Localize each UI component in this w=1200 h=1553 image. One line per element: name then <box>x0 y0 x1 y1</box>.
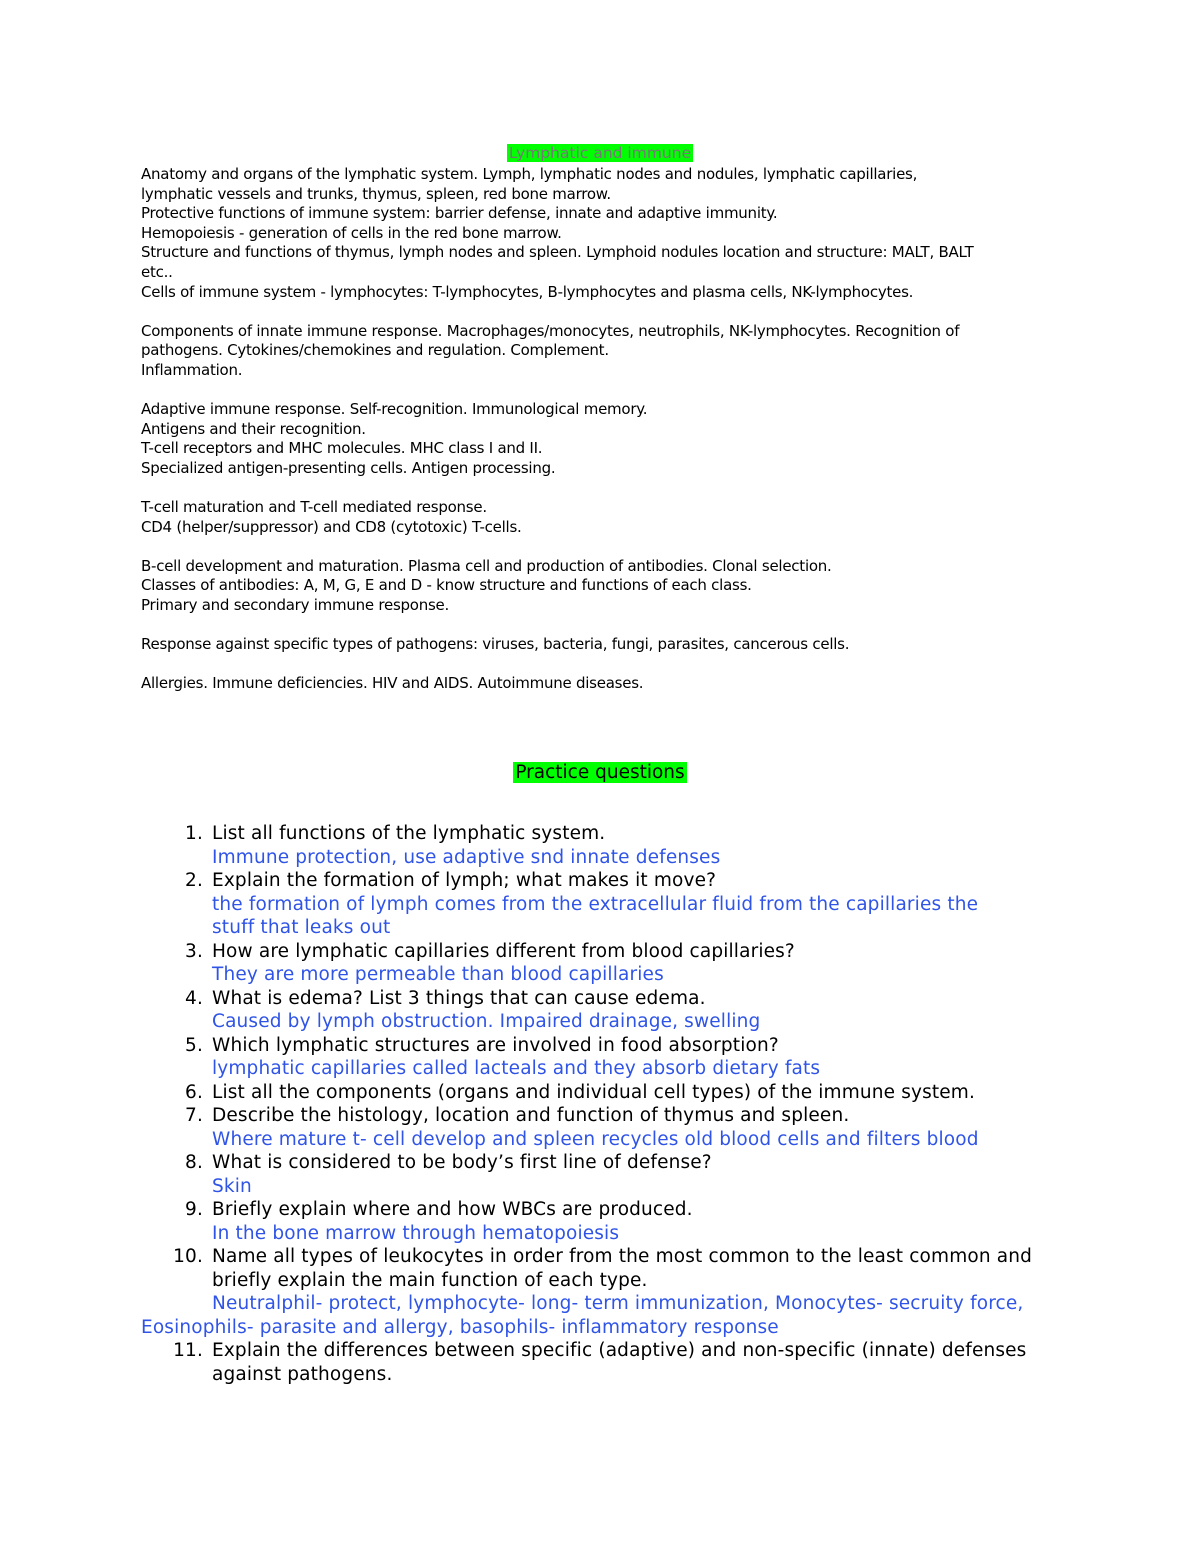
question-text: What is edema? List 3 things that can cause edema. <box>212 987 706 1009</box>
question-text: against pathogens. <box>212 1363 393 1385</box>
question-text: Name all types of leukocytes in order from the most common to the least common and <box>212 1246 1032 1267</box>
syllabus-line: pathogens. Cytokines/chemokines and regulation. Complement. <box>141 341 609 360</box>
syllabus-line: Allergies. Immune deficiencies. HIV and AIDS. Autoimmune diseases. <box>141 674 644 693</box>
practice-title-text: Practice questions <box>515 762 685 783</box>
syllabus-line: Response against specific types of pathogens: viruses, bacteria, fungi, parasites, cancerous cells. <box>141 635 850 654</box>
question-number: 8. <box>185 1152 203 1173</box>
question-text: What is considered to be body’s first line of defense? <box>212 1152 712 1173</box>
syllabus-line: Cells of immune system - lymphocytes: T-lymphocytes, B-lymphocytes and plasma cells, NK-lymphocytes. <box>141 282 914 301</box>
question-number: 3. <box>185 940 203 962</box>
syllabus-line: Antigens and their recognition. <box>141 419 366 438</box>
syllabus-line: B-cell development and maturation. Plasma cell and production of antibodies. Clonal selection. <box>141 556 832 575</box>
answer-text: In the bone marrow through hematopoiesis <box>212 1222 620 1244</box>
question-number: 9. <box>185 1199 203 1220</box>
question-item <box>141 1339 1071 1386</box>
question-item <box>141 1151 1071 1198</box>
syllabus-gap <box>141 381 1071 401</box>
syllabus-line: Components of innate immune response. Macrophages/monocytes, neutrophils, NK-lymphocytes. Recognition of <box>141 321 960 340</box>
question-item <box>141 869 1071 940</box>
syllabus-line: Structure and functions of thymus, lymph nodes and spleen. Lymphoid nodules location and structure: MALT, BALT <box>141 243 974 262</box>
practice-title <box>0 761 1200 785</box>
answer-text: They are more permeable than blood capillaries <box>212 964 664 985</box>
section-title <box>0 143 1200 163</box>
syllabus-line: Primary and secondary immune response. <box>141 596 450 615</box>
question-number: 4. <box>185 987 203 1009</box>
question-text: List all functions of the lymphatic system. <box>212 823 606 844</box>
answer-text: Caused by lymph obstruction. Impaired drainage, swelling <box>212 1011 761 1032</box>
question-number: 11. <box>173 1340 203 1361</box>
question-text: Describe the histology, location and function of thymus and spleen. <box>212 1105 850 1126</box>
syllabus-line: Inflammation. <box>141 360 243 379</box>
question-text: Briefly explain where and how WBCs are produced. <box>212 1199 693 1220</box>
syllabus-gap <box>141 616 1071 636</box>
answer-text: the formation of lymph comes from the extracellular fluid from the capillaries the <box>212 893 979 915</box>
question-text: List all the components (organs and individual cell types) of the immune system. <box>212 1081 976 1103</box>
question-number: 5. <box>185 1034 203 1056</box>
answer-text-continued: Eosinophils- parasite and allergy, basophils- inflammatory response <box>141 1316 779 1338</box>
practice-question-list <box>141 822 1071 1386</box>
question-item <box>141 1081 1071 1105</box>
question-item <box>141 987 1071 1034</box>
syllabus-line: Protective functions of immune system: barrier defense, innate and adaptive immunity. <box>141 204 778 223</box>
syllabus-line: lymphatic vessels and trunks, thymus, spleen, red bone marrow. <box>141 184 611 203</box>
syllabus-line: Classes of antibodies: A, M, G, E and D - know structure and functions of each class. <box>141 576 752 595</box>
syllabus-line: Specialized antigen-presenting cells. Antigen processing. <box>141 458 556 477</box>
syllabus-line: T-cell receptors and MHC molecules. MHC class I and II. <box>141 439 543 458</box>
question-number: 10. <box>173 1246 203 1267</box>
syllabus-text <box>141 165 1071 694</box>
question-item <box>141 1034 1071 1081</box>
question-number: 2. <box>185 870 203 891</box>
question-item <box>141 1245 1071 1316</box>
syllabus-line: etc.. <box>141 262 173 281</box>
answer-text: Skin <box>212 1175 252 1197</box>
answer-text: Immune protection, use adaptive snd innate defenses <box>212 846 721 868</box>
question-item <box>141 940 1071 987</box>
question-text: Explain the differences between specific (adaptive) and non-specific (innate) defenses <box>212 1340 1027 1361</box>
answer-text: Neutralphil- protect, lymphocyte- long- term immunization, Monocytes- secruity force, <box>212 1293 1024 1314</box>
question-item <box>141 1198 1071 1245</box>
answer-text: Where mature t- cell develop and spleen recycles old blood cells and filters blood <box>212 1128 979 1150</box>
syllabus-line: T-cell maturation and T-cell mediated response. <box>141 498 487 517</box>
section-title-text: Lymphatic and immune <box>508 144 692 162</box>
question-number: 7. <box>185 1105 203 1126</box>
question-item <box>141 822 1071 869</box>
question-text: briefly explain the main function of each type. <box>212 1269 648 1291</box>
syllabus-gap <box>141 302 1071 322</box>
syllabus-gap <box>141 655 1071 675</box>
answer-text: lymphatic capillaries called lacteals and they absorb dietary fats <box>212 1058 821 1079</box>
syllabus-line: Hemopoiesis - generation of cells in the red bone marrow. <box>141 223 562 242</box>
answer-text: stuff that leaks out <box>212 917 391 938</box>
question-number: 6. <box>185 1081 203 1103</box>
syllabus-line: Anatomy and organs of the lymphatic system. Lymph, lymphatic nodes and nodules, lymphatic capillaries, <box>141 165 918 183</box>
question-text: How are lymphatic capillaries different from blood capillaries? <box>212 940 795 962</box>
syllabus-gap <box>141 537 1071 557</box>
syllabus-gap <box>141 479 1071 499</box>
question-text: Explain the formation of lymph; what makes it move? <box>212 870 717 891</box>
syllabus-line: Adaptive immune response. Self-recognition. Immunological memory. <box>141 400 648 419</box>
question-text: Which lymphatic structures are involved in food absorption? <box>212 1034 779 1056</box>
question-number: 1. <box>185 823 203 844</box>
syllabus-line: CD4 (helper/suppressor) and CD8 (cytotoxic) T-cells. <box>141 517 522 536</box>
question-item <box>141 1104 1071 1151</box>
